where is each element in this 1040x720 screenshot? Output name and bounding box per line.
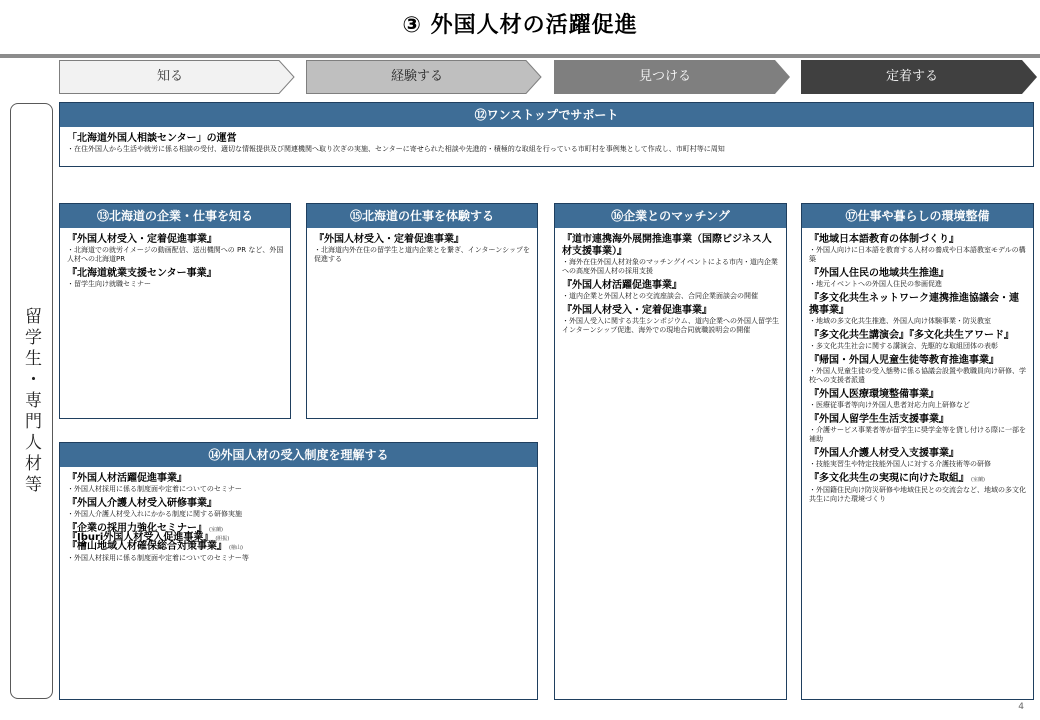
one-stop-header: ⑫ワンストップでサポート [60,103,1033,127]
item-title: 『外国人留学生生活支援事業』 [809,414,949,425]
stage-arrow-settle [801,60,1037,94]
stage-label-know: 知る [156,69,183,84]
item-title [67,541,532,554]
system-box [59,442,538,700]
stage-label-experience: 経験する [390,69,443,84]
item-title [809,473,1028,486]
item-desc: ・留学生向け就職セミナー [67,280,151,288]
item-title-text: 『企業の採用力強化セミナー』 [67,523,207,534]
item-desc: ・外国籍住民向け防災研修や地域住民との交流会など、地域の多文化共生に向けた環境づくり [809,486,1026,503]
stage-label-find: 見つける [638,69,691,84]
item-title-text: 『Iburi外国人材受入促進事業』 [67,532,214,543]
settle-header: ⑰仕事や暮らしの環境整備 [802,204,1033,228]
region-note: (室蘭) [971,477,985,483]
one-stop-box [59,102,1034,167]
item-title-text: 『多文化共生の実現に向けた取組』 [809,473,969,484]
item-desc: ・在住外国人から生活や就労に係る相談の受付、適切な情報提供及び関連機関へ取り次ぎの実施、センターに寄せられた相談や先進的・積極的な取組を行っている市町村を事例集として作成し、市町村等に周知 [67,145,725,153]
title-divider [0,54,1040,58]
item-desc: ・道内企業と外国人材との交流座談会、合同企業面談会の開催 [562,292,758,300]
side-label-text: 留学生・専門人材等 [21,306,41,496]
matching-box [554,203,787,700]
item-title: 『多文化共生ネットワーク連携推進協議会・連携事業』 [809,293,1019,316]
item-desc: ・外国人児童生徒の受入態勢に係る協議会設置や教職員向け研修、学校への支援者派遣 [809,367,1026,384]
item-title: 『外国人材受入・定着促進事業』 [67,234,217,245]
item-desc: ・海外在住外国人材対象のマッチングイベントによる市内・道内企業への高度外国人材の採用支援 [562,258,778,275]
stage-arrow-experience [306,60,542,94]
item-desc: ・介護サービス事業者等が留学生に奨学金等を貸し付ける際に一部を補助 [809,426,1026,443]
item-title: 『外国人介護人材受入研修事業』 [67,498,217,509]
item-title: 『外国人住民の地域共生推進』 [809,268,949,279]
item-title: 『帰国・外国人児童生徒等教育推進事業』 [809,355,999,366]
side-label-box [10,103,53,699]
item-title: 『地域日本語教育の体制づくり』 [809,234,959,245]
item-desc: ・技能実習生や特定技能外国人に対する介護技術等の研修 [809,460,991,468]
experience-header: ⑮北海道の仕事を体験する [307,204,537,228]
item-desc: ・北海道内外在住の留学生と道内企業とを繋ぎ、インターンシップを促進する [314,246,530,263]
stage-arrow-find [554,60,790,94]
item-title: 『道市連携海外展開推進事業（国際ビジネス人材支援事業）』 [562,234,772,257]
item-title: 『外国人医療環境整備事業』 [809,389,939,400]
item-title: 『外国人材活躍促進事業』 [562,280,682,291]
matching-header: ⑯企業とのマッチング [555,204,786,228]
item-title: 『北海道就業支援センター事業』 [67,268,217,279]
item-desc: ・地元イベントへの外国人住民の参画促進 [809,280,942,288]
item-desc: ・北海道での就労イメージの動画配信、送出機関への PR など、外国人材への北海道PR [67,246,284,263]
item-desc: ・外国人向けに日本語を教育する人材の養成や日本語教室モデルの構築 [809,246,1026,263]
item-desc: ・外国人材採用に係る制度面や定着についてのセミナー [67,485,242,493]
item-desc: ・外国人介護人材受入れにかかる制度に関する研修実施 [67,510,242,518]
know-header: ⑬北海道の企業・仕事を知る [60,204,290,228]
item-title: 『外国人材受入・定着促進事業』 [562,305,712,316]
item-title: 『外国人材活躍促進事業』 [67,473,187,484]
region-note: (胆振) [215,536,230,542]
stage-arrow-know [59,60,295,94]
item-title: 『多文化共生講演会』『多文化共生アワード』 [809,330,1014,341]
stage-label-settle: 定着する [885,69,938,84]
item-title: 『外国人介護人材受入支援事業』 [809,448,959,459]
item-desc: ・多文化共生社会に関する講演会、先駆的な取組団体の表彰 [809,342,998,350]
system-header: ⑭外国人材の受入制度を理解する [60,443,537,467]
experience-box [306,203,538,419]
page-number: 4 [1018,702,1024,712]
region-note: (室蘭) [209,527,223,533]
item-title: 「北海道外国人相談センター」の運営 [67,133,237,144]
page-title: ③ 外国人材の活躍促進 [402,13,638,38]
region-note: (檜山) [229,545,243,551]
item-desc: ・外国人材採用に係る制度面や定着についてのセミナー等 [67,554,249,562]
item-desc: ・外国人受入に関する共生シンポジウム、道内企業への外国人留学生インターンシップ促進、海外での現地合同就職説明会の開催 [562,317,779,334]
item-desc: ・地域の多文化共生推進、外国人向け体験事業・防災教室 [809,317,991,325]
know-box [59,203,291,419]
item-title-text: 『檜山地域人材確保総合対策事業』 [67,541,227,552]
settle-box [801,203,1034,700]
item-title: 『外国人材受入・定着促進事業』 [314,234,464,245]
item-desc: ・医療従事者等向け外国人患者対応力向上研修など [809,401,970,409]
